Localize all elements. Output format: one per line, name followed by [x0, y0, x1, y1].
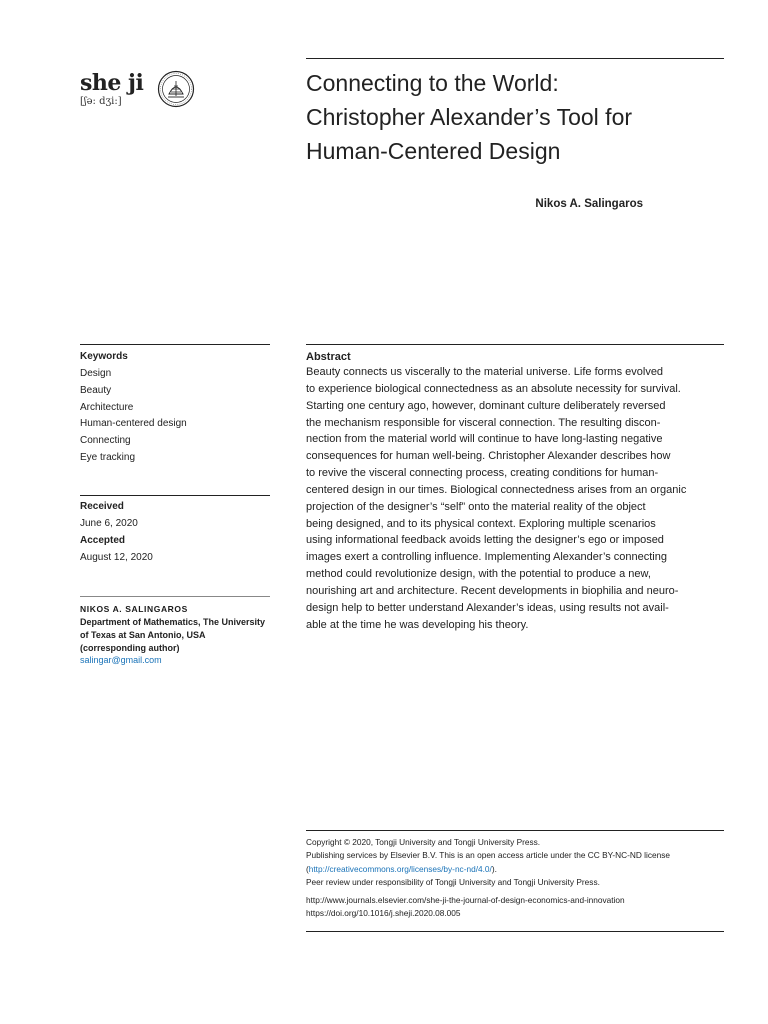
abstract-heading: Abstract	[306, 351, 351, 363]
abstract-rule	[306, 344, 724, 345]
journal-phonetic: [ʃə: dʒi:]	[80, 96, 122, 107]
abstract-line: using informational feedback avoids letting the designer’s ego or imposed	[306, 534, 664, 547]
license-line	[306, 863, 726, 876]
abstract-body	[306, 364, 724, 634]
keywords-heading: Keywords	[80, 351, 128, 362]
keyword-item: Architecture	[80, 401, 134, 413]
author-email-link[interactable]: salingar@gmail.com	[80, 655, 162, 666]
author-affiliation-line: Department of Mathematics, The University	[80, 617, 266, 627]
abstract-line: Beauty connects us viscerally to the material universe. Life forms evolved	[306, 366, 664, 378]
title-line: Human-Centered Design	[306, 138, 561, 164]
links-block	[306, 894, 726, 921]
abstract-line: able at the time he was developing his theory.	[306, 618, 529, 631]
tongji-university-seal-icon	[157, 70, 195, 108]
accepted-label: Accepted	[80, 535, 126, 546]
received-date: June 6, 2020	[80, 518, 138, 529]
author-card	[80, 603, 280, 667]
abstract-line: consequences for human well-being. Christopher Alexander describes how	[306, 450, 671, 463]
keyword-item: Design	[80, 368, 112, 379]
keyword-item: Beauty	[80, 384, 112, 396]
keyword-item: Eye tracking	[80, 451, 136, 463]
license-paren-close: ).	[491, 863, 497, 874]
doi-link[interactable]: https://doi.org/10.1016/j.sheji.2020.08.005	[306, 908, 461, 919]
abstract-line: images exert a controlling influence. Implementing Alexander’s connecting	[306, 551, 667, 564]
abstract-line: design help to better understand Alexander’s ideas, using results not avail-	[306, 601, 669, 614]
author-card-name: NIKOS A. SALINGAROS	[80, 604, 188, 614]
abstract-line: centered design in our times. Biological connectedness arises from an organic	[306, 483, 687, 496]
title-line: Connecting to the World:	[306, 70, 559, 96]
author-affiliation-line: (corresponding author)	[80, 642, 180, 653]
license-paren-open: (	[306, 863, 309, 874]
title-top-rule	[306, 58, 724, 59]
abstract-line: projection of the designer’s “self” onto the material reality of the object	[306, 500, 646, 513]
keyword-item: Connecting	[80, 435, 131, 447]
abstract-line: Starting one century ago, however, dominant culture deliberately reversed	[306, 399, 666, 412]
received-label: Received	[80, 501, 124, 512]
abstract-line: being designed, and to its physical context. Exploring multiple scenarios	[306, 517, 656, 530]
abstract-line: to experience biological connectedness as an absolute necessity for survival.	[306, 382, 681, 395]
accepted-date: August 12, 2020	[80, 552, 153, 563]
journal-url-link[interactable]: http://www.journals.elsevier.com/she-ji-the-journal-of-design-economics-and-innovation	[306, 895, 625, 905]
peer-review-line: Peer review under responsibility of Tongji University and Tongji University Press.	[306, 876, 600, 887]
footer-top-rule	[306, 830, 724, 831]
abstract-line: method could revolutionize design, with the potential to produce a new,	[306, 568, 651, 581]
article-author: Nikos A. Salingaros	[535, 198, 643, 210]
keywords-list	[80, 366, 270, 467]
keywords-rule	[80, 344, 270, 345]
author-affiliation-line: of Texas at San Antonio, USA	[80, 629, 206, 640]
abstract-line: to revive the visceral connecting process, creating conditions for human-	[306, 467, 659, 480]
author-card-rule	[80, 596, 270, 597]
title-line: Christopher Alexander’s Tool for	[306, 104, 633, 130]
abstract-line: nection from the material world will continue to have long-lasting negative	[306, 433, 663, 446]
dates-rule	[80, 495, 270, 496]
publishing-line: Publishing services by Elsevier B.V. This is an open access article under the CC BY-NC-ND license	[306, 850, 670, 861]
copyright-block	[306, 836, 726, 889]
footer-bottom-rule	[306, 931, 724, 932]
keyword-item: Human-centered design	[80, 418, 187, 430]
copyright-line: Copyright © 2020, Tongji University and Tongji University Press.	[306, 837, 541, 847]
journal-logo-text: she ji	[80, 70, 144, 96]
abstract-line: nourishing art and architecture. Recent developments in biophilia and neuro-	[306, 584, 679, 597]
article-title	[306, 66, 726, 168]
abstract-line: the mechanism responsible for visceral connection. The resulting discon-	[306, 416, 661, 429]
license-link[interactable]: http://creativecommons.org/licenses/by-nc-nd/4.0/	[308, 863, 492, 874]
